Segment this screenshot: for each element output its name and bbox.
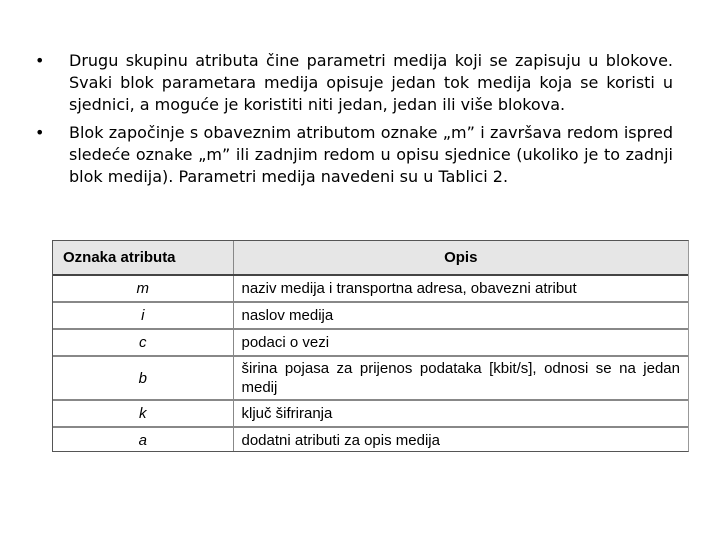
- table-row: [53, 329, 688, 356]
- media-parameters-table: [52, 240, 689, 452]
- attribute-description: dodatni atributi za opis medija: [241, 432, 440, 449]
- table-row: [53, 400, 688, 427]
- attribute-description: podaci o vezi: [233, 329, 688, 356]
- bullet-marker: •: [35, 51, 45, 70]
- table-row: [53, 302, 688, 329]
- attribute-description: naziv medija i transportna adresa, obavezni atribut: [233, 275, 688, 302]
- table-row: [53, 275, 688, 302]
- attribute-code: k: [53, 400, 233, 427]
- attribute-code: i: [53, 302, 233, 329]
- attribute-code: m: [53, 275, 233, 302]
- attribute-description: širina pojasa za prijenos podataka [kbit/s], odnosi se na jedan medij: [233, 356, 688, 400]
- header-description: Opis: [233, 241, 688, 275]
- bullet-list: [35, 50, 673, 194]
- attribute-description: ključ šifriranja: [233, 400, 688, 427]
- bullet-text: Drugu skupinu atributa čine parametri medija koji se zapisuju u blokove. Svaki blok parametara medija opisuje jedan tok medija koja se koristi u sjednici, a moguće je koristiti niti jedan, jedan ili više blokova.: [69, 51, 673, 114]
- bullet-item: [35, 50, 673, 116]
- table-row: [53, 427, 688, 452]
- attribute-code: c: [53, 329, 233, 356]
- bullet-item: [35, 122, 673, 188]
- attribute-description: naslov medija: [233, 302, 688, 329]
- attribute-code: a: [53, 427, 233, 452]
- table-header-row: [53, 241, 688, 275]
- attribute-code: b: [53, 356, 233, 400]
- header-attribute-code: Oznaka atributa: [53, 241, 233, 275]
- bullet-text: Blok započinje s obaveznim atributom oznake „m” i završava redom ispred sledeće oznake „m” ili zadnjim redom u opisu sjednice (ukoliko je to zadnji blok medija). Parametri medija navedeni su u Tablici 2.: [69, 123, 673, 186]
- attribute-table: [53, 241, 688, 452]
- table-row: [53, 356, 688, 400]
- bullet-marker: •: [35, 123, 45, 142]
